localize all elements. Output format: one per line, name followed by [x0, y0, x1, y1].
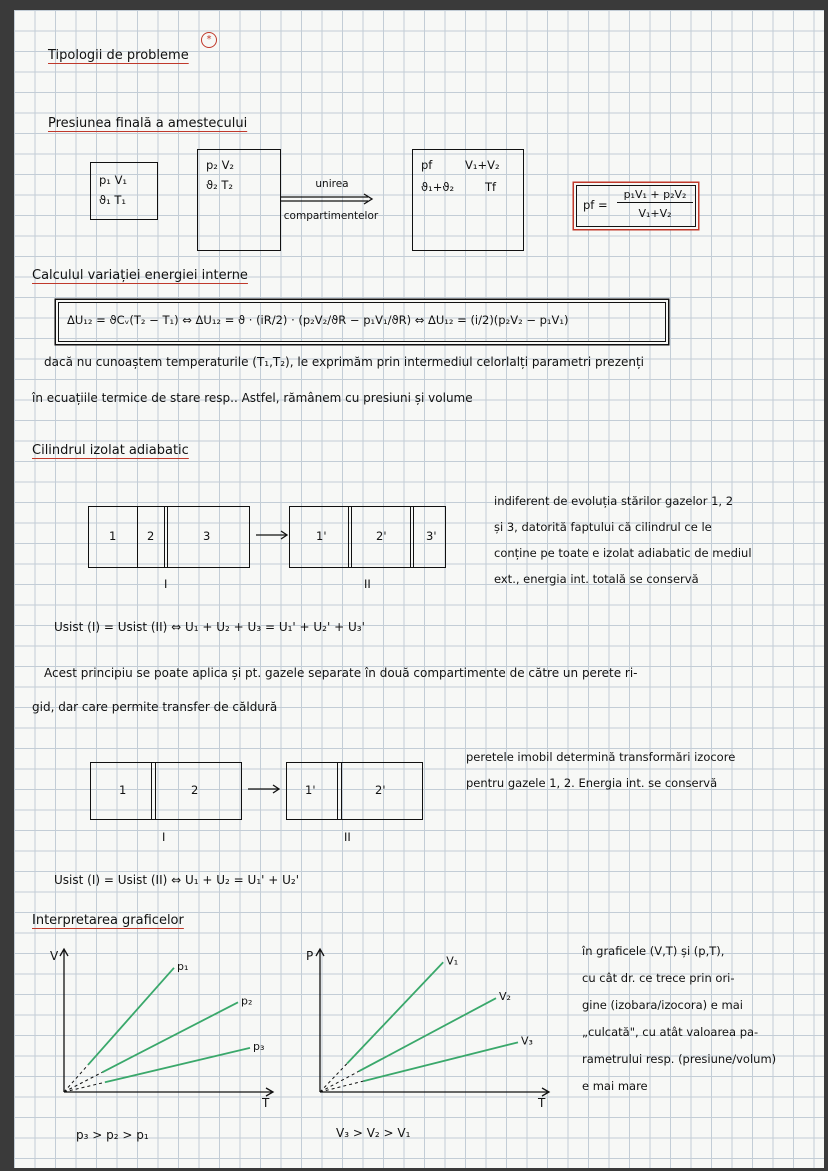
relation-pressures: p₃ > p₂ > p₁: [76, 1128, 149, 1142]
box-mixture: [412, 149, 524, 251]
principle-para-line-1: Acest principiu se poate aplica și pt. gazele separate în două compartimente de către un perete ri-: [44, 666, 638, 680]
cylinder-before-2: 2: [147, 529, 155, 543]
adiabatic-note-line: ext., energia int. totală se conservă: [494, 572, 699, 586]
energy-equation: ΔU₁₂ = ϑCᵥ(T₂ − T₁) ⇔ ΔU₁₂ = ϑ · (iR/2) · (p₂V₂/ϑR − p₁V₁/ϑR) ⇔ ΔU₁₂ = (i/2)(p₂V₂ − p₁V₁): [67, 313, 569, 327]
series-line-2: [359, 998, 496, 1071]
adiabatic-note-line: conține pe toate e izolat adiabatic de mediul: [494, 546, 752, 560]
rigid-wall-after: [286, 762, 423, 820]
cylinder-after-1: 1': [316, 529, 327, 543]
rigid-note-line: peretele imobil determină transformări izocore: [466, 750, 736, 764]
energy-note-line-2: în ecuațiile termice de stare resp.. Astfel, rămânem cu presiuni și volume: [32, 391, 473, 405]
heading-adiabatic-cylinder: Cilindrul izolat adiabatic: [32, 443, 189, 458]
star-mark-text: *: [206, 34, 212, 45]
series-label-2: V₂: [499, 990, 511, 1004]
arrow-right-icon: [246, 783, 282, 795]
cylinder-after-3: 3': [426, 529, 437, 543]
y-axis-label: V: [50, 949, 59, 963]
series-line-dashed-3: [64, 1082, 105, 1092]
state-label-1: I: [162, 830, 166, 844]
formula-lhs: pf =: [583, 198, 608, 212]
union-arrow-icon: [278, 193, 378, 207]
graph-note-line: în graficele (V,T) și (p,T),: [582, 944, 725, 958]
rigid-wall-before: [90, 762, 242, 820]
chart-isobars: [48, 940, 278, 1110]
series-line-1: [88, 968, 174, 1065]
rigid-wall-note: [466, 744, 816, 796]
rigid-note-line: pentru gazele 1, 2. Energia int. se conservă: [466, 776, 718, 790]
graph-note-line: e mai mare: [582, 1079, 648, 1093]
series-line-dashed-3: [320, 1081, 364, 1092]
x-axis-label: T: [538, 1096, 546, 1110]
rigid-before-1: 1: [119, 783, 127, 797]
adiabatic-note-line: și 3, datorită faptului că cilindrul ce le: [494, 520, 712, 534]
cylinder-before-3: 3: [203, 529, 211, 543]
series-line-dashed-1: [320, 1063, 347, 1092]
series-line-3: [364, 1042, 518, 1081]
energy-equation-box: [58, 302, 666, 342]
adiabatic-note: [494, 488, 814, 592]
heading-final-pressure: Presiunea finală a amestecului: [48, 116, 248, 131]
graph-note-line: „culcată", cu atât valoarea pa-: [582, 1025, 759, 1039]
adiabatic-note-line: indiferent de evoluția stărilor gazelor 1, 2: [494, 494, 734, 508]
cylinder-after-2: 2': [376, 529, 387, 543]
energy-note-line-1: dacă nu cunoaștem temperaturile (T₁,T₂), le exprimăm prin intermediul celorlalți parametri prezenți: [44, 355, 645, 369]
series-line-dashed-1: [64, 1065, 88, 1092]
graph-note: [582, 938, 818, 1100]
arrow-label-top: unirea: [315, 178, 349, 190]
state-label-2: II: [364, 577, 371, 591]
series-label-3: V₃: [521, 1034, 533, 1048]
box-gas-1: [90, 162, 158, 220]
final-pressure-formula-box: [576, 185, 696, 227]
box-gas-1-row2: ϑ₁ T₁: [99, 193, 127, 207]
series-label-3: p₃: [253, 1039, 265, 1053]
rigid-after-1: 1': [305, 783, 316, 797]
arrow-right-icon: [254, 529, 290, 541]
box-gas-2-row1: p₂ V₂: [206, 158, 235, 172]
series-line-dashed-2: [64, 1072, 102, 1092]
principle-para-line-2: gid, dar care permite transfer de căldură: [32, 700, 278, 714]
arrow-label-bottom: compartimentelor: [283, 210, 379, 222]
rigid-before-2: 2: [191, 783, 199, 797]
cylinder-before-1: 1: [109, 529, 117, 543]
box-gas-1-row1: p₁ V₁: [99, 173, 128, 187]
series-line-dashed-2: [320, 1071, 359, 1092]
star-mark: [201, 32, 217, 48]
box-mixture-pf: pf: [421, 158, 433, 172]
notebook-page: [14, 10, 824, 1168]
series-label-1: V₁: [446, 954, 459, 968]
cylinder-after: [289, 506, 446, 568]
box-mixture-volume: V₁+V₂: [465, 158, 500, 172]
box-mixture-moles: ϑ₁+ϑ₂: [421, 180, 455, 194]
state-label-1: I: [164, 577, 168, 591]
series-label-1: p₁: [177, 959, 189, 973]
series-line-1: [347, 962, 443, 1063]
x-axis-label: T: [262, 1096, 270, 1110]
formula-denominator: V₁+V₂: [638, 207, 672, 220]
relation-volumes: V₃ > V₂ > V₁: [336, 1126, 411, 1140]
graph-note-line: gine (izobara/izocora) e mai: [582, 998, 743, 1012]
series-line-2: [102, 1002, 238, 1072]
formula-numerator: p₁V₁ + p₂V₂: [617, 188, 693, 203]
rigid-after-2: 2': [375, 783, 386, 797]
graph-note-line: rametrului resp. (presiune/volum): [582, 1052, 777, 1066]
series-label-2: p₂: [241, 994, 253, 1008]
box-mixture-temp: Tf: [485, 180, 497, 194]
cylinder-before: [88, 506, 250, 568]
y-axis-label: P: [306, 949, 314, 963]
chart-isochores: [304, 940, 554, 1110]
heading-graph-interpretation: Interpretarea graficelor: [32, 913, 184, 928]
state-label-2: II: [344, 830, 351, 844]
box-gas-2: [197, 149, 281, 251]
page-title: Tipologii de probleme: [48, 48, 189, 63]
box-gas-2-row2: ϑ₂ T₂: [206, 178, 234, 192]
heading-internal-energy: Calculul variației energiei interne: [32, 268, 248, 283]
rigid-wall-equation: Usist (I) = Usist (II) ⇔ U₁ + U₂ = U₁' + U₂': [54, 873, 300, 887]
adiabatic-equation: Usist (I) = Usist (II) ⇔ U₁ + U₂ + U₃ = U₁' + U₂' + U₃': [54, 620, 365, 634]
series-line-3: [105, 1048, 250, 1082]
graph-note-line: cu cât dr. ce trece prin ori-: [582, 971, 735, 985]
